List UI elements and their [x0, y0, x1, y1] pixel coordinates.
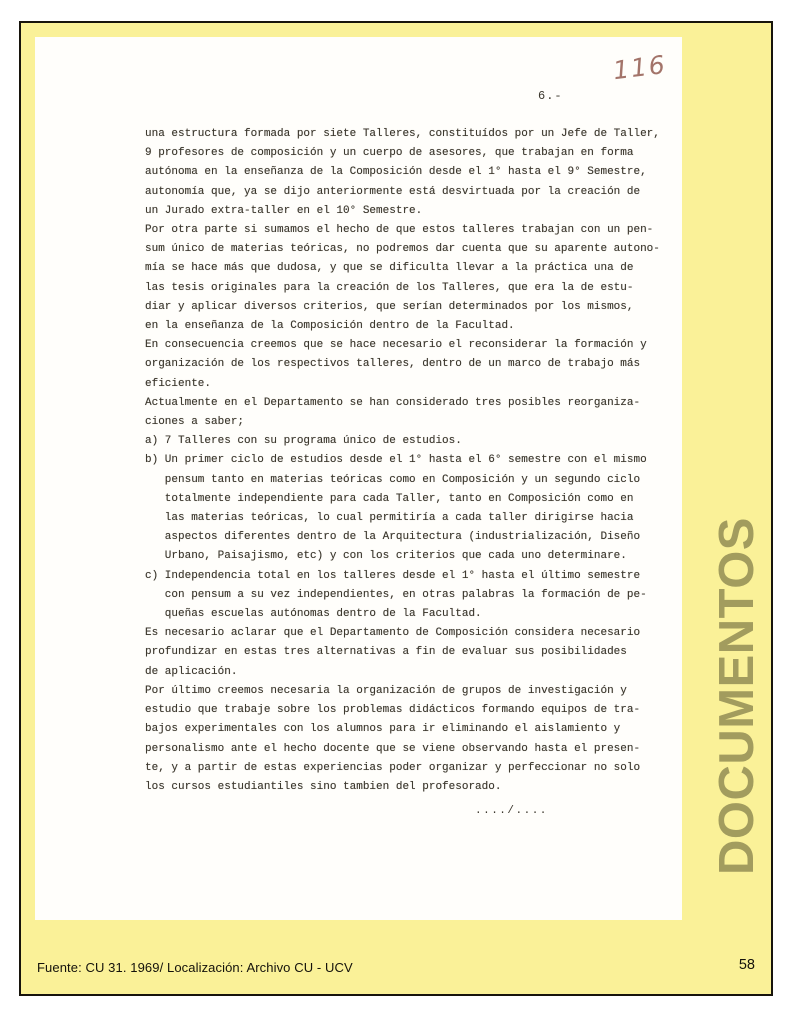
typed-text-line: sum único de materias teóricas, no podremos dar cuenta que su aparente autono-	[145, 243, 660, 256]
typed-text-line: Por otra parte si sumamos el hecho de que estos talleres trabajan con un pen-	[145, 224, 654, 237]
typed-text-line: pensum tanto en materias teóricas como en Composición y un segundo ciclo	[145, 473, 641, 486]
typed-text-line: autónoma en la enseñanza de la Composición desde el 1° hasta el 9° Semestre,	[145, 166, 647, 179]
typed-text-line: en la enseñanza de la Composición dentro de la Facultad.	[145, 320, 515, 333]
typed-text-line: estudio que trabaje sobre los problemas didácticos formando equipos de tra-	[145, 704, 641, 717]
typed-text-line: autonomía que, ya se dijo anteriormente está desvirtuada por la creación de	[145, 185, 641, 198]
typed-text-line: de aplicación.	[145, 665, 238, 678]
typed-text-line: organización de los respectivos talleres, dentro de un marco de trabajo más	[145, 358, 641, 371]
typed-text-line: bajos experimentales con los alumnos para ir eliminando el aislamiento y	[145, 723, 621, 736]
typed-text-line: las materias teóricas, lo cual permitiría a cada taller dirigirse hacia	[145, 512, 634, 525]
typed-text-body	[145, 125, 660, 797]
typed-text-line: totalmente independiente para cada Taller, tanto en Composición como en	[145, 492, 634, 505]
typed-text-line: con pensum a su vez independientes, en otras palabras la formación de pe-	[145, 588, 647, 601]
typed-text-line: las tesis originales para la creación de los Talleres, que era la de estu-	[145, 281, 634, 294]
typed-text-line: los cursos estudiantiles sino tambien del profesorado.	[145, 780, 502, 793]
typed-page-number: 6.-	[538, 89, 563, 103]
typed-text-line: personalismo ante el hecho docente que se viene observando hasta el presen-	[145, 742, 641, 755]
section-label-documentos: DOCUMENTOS	[710, 517, 764, 876]
typed-text-line: mía se hace más que dudosa, y que se dificulta llevar a la práctica una de	[145, 262, 634, 275]
book-page-number: 58	[738, 957, 755, 973]
typed-text-line: aspectos diferentes dentro de la Arquitectura (industrialización, Diseño	[145, 531, 641, 544]
typed-text-line: Por último creemos necesaria la organización de grupos de investigación y	[145, 684, 627, 697]
typed-text-line: queñas escuelas autónomas dentro de la Facultad.	[145, 608, 482, 621]
source-caption: Fuente: CU 31. 1969/ Localización: Archivo CU - UCV	[37, 960, 353, 975]
typed-text-line: profundizar en estas tres alternativas a fin de evaluar sus posibilidades	[145, 646, 627, 659]
typed-text-line: eficiente.	[145, 377, 212, 390]
typed-text-line: Urbano, Paisajismo, etc) y con los criterios que cada uno determinare.	[145, 550, 627, 563]
handwritten-folio-number: 116	[611, 49, 669, 86]
typed-text-line: b) Un primer ciclo de estudios desde el 1° hasta el 6° semestre con el mismo	[145, 454, 647, 467]
typed-text-line: c) Independencia total en los talleres desde el 1° hasta el último semestre	[145, 569, 641, 582]
scanned-document-page	[35, 37, 682, 920]
continuation-mark: ..../....	[475, 805, 548, 817]
typed-text-line: una estructura formada por siete Talleres, constituídos por un Jefe de Taller,	[145, 128, 660, 140]
typed-text-line: a) 7 Talleres con su programa único de estudios.	[145, 435, 462, 448]
typed-text-line: Es necesario aclarar que el Departamento de Composición considera necesario	[145, 627, 641, 640]
typed-text-line: ciones a saber;	[145, 416, 245, 429]
typed-text-line: Actualmente en el Departamento se han considerado tres posibles reorganiza-	[145, 396, 641, 409]
yellow-frame	[19, 21, 773, 996]
typed-text-line: te, y a partir de estas experiencias poder organizar y perfeccionar no solo	[145, 761, 641, 774]
typed-text-line: 9 profesores de composición y un cuerpo de asesores, que trabajan en forma	[145, 147, 634, 160]
typed-text-line: diar y aplicar diversos criterios, que serían determinados por los mismos,	[145, 300, 634, 313]
typed-text-line: En consecuencia creemos que se hace necesario el reconsiderar la formación y	[145, 339, 647, 352]
typed-text-line: un Jurado extra-taller en el 10° Semestre.	[145, 204, 423, 217]
